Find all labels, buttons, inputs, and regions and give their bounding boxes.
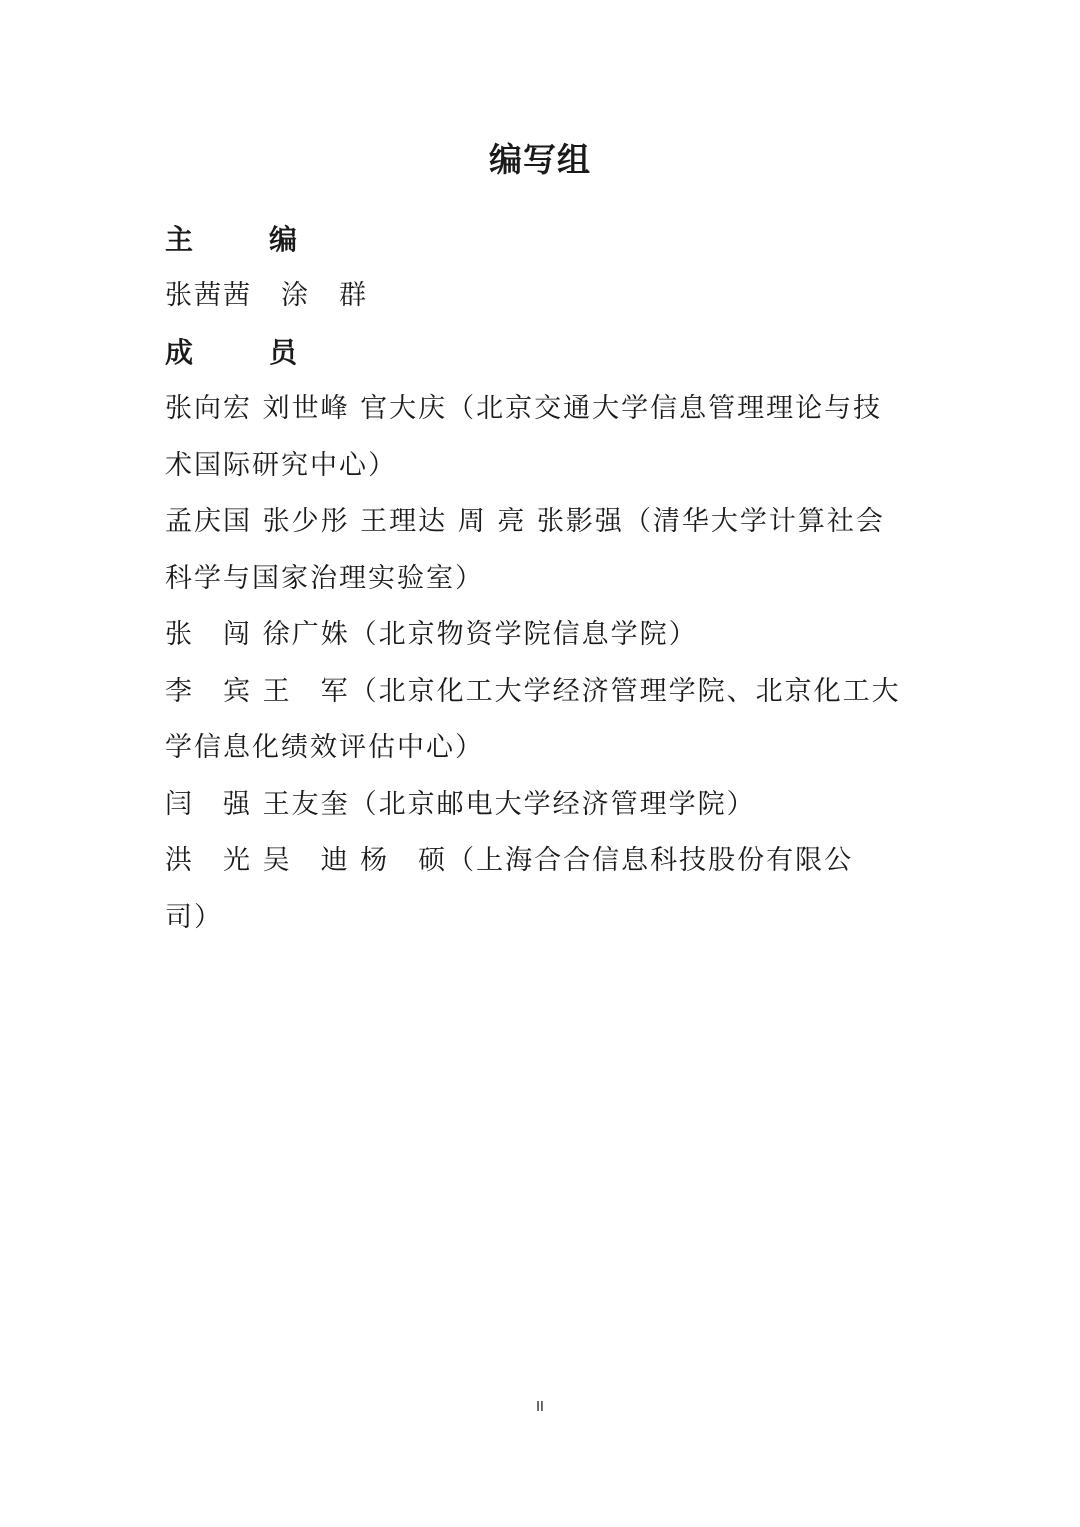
member-line: 科学与国家治理实验室） [165, 563, 484, 594]
member-line: 司） [165, 902, 223, 933]
editor-heading: 主 编 [165, 223, 322, 256]
member-line: 闫 强 王友奎（北京邮电大学经济管理学院） [165, 789, 756, 820]
member-line: 洪 光 吴 迪 杨 硕（上海合合信息科技股份有限公 [165, 845, 854, 876]
member-line: 张向宏 刘世峰 官大庆（北京交通大学信息管理理论与技 [165, 393, 883, 424]
page-number: II [536, 1400, 544, 1415]
editor-names: 张茜茜 涂 群 [165, 280, 368, 311]
member-line: 张 闯 徐广姝（北京物资学院信息学院） [165, 619, 698, 650]
members-heading: 成 员 [165, 336, 322, 369]
member-line: 学信息化绩效评估中心） [165, 732, 484, 763]
page-title: 编写组 [489, 140, 591, 179]
member-line: 孟庆国 张少彤 王理达 周 亮 张影强（清华大学计算社会 [165, 506, 885, 537]
member-line: 术国际研究中心） [165, 450, 397, 481]
member-line: 李 宾 王 军（北京化工大学经济管理学院、北京化工大 [165, 676, 901, 707]
